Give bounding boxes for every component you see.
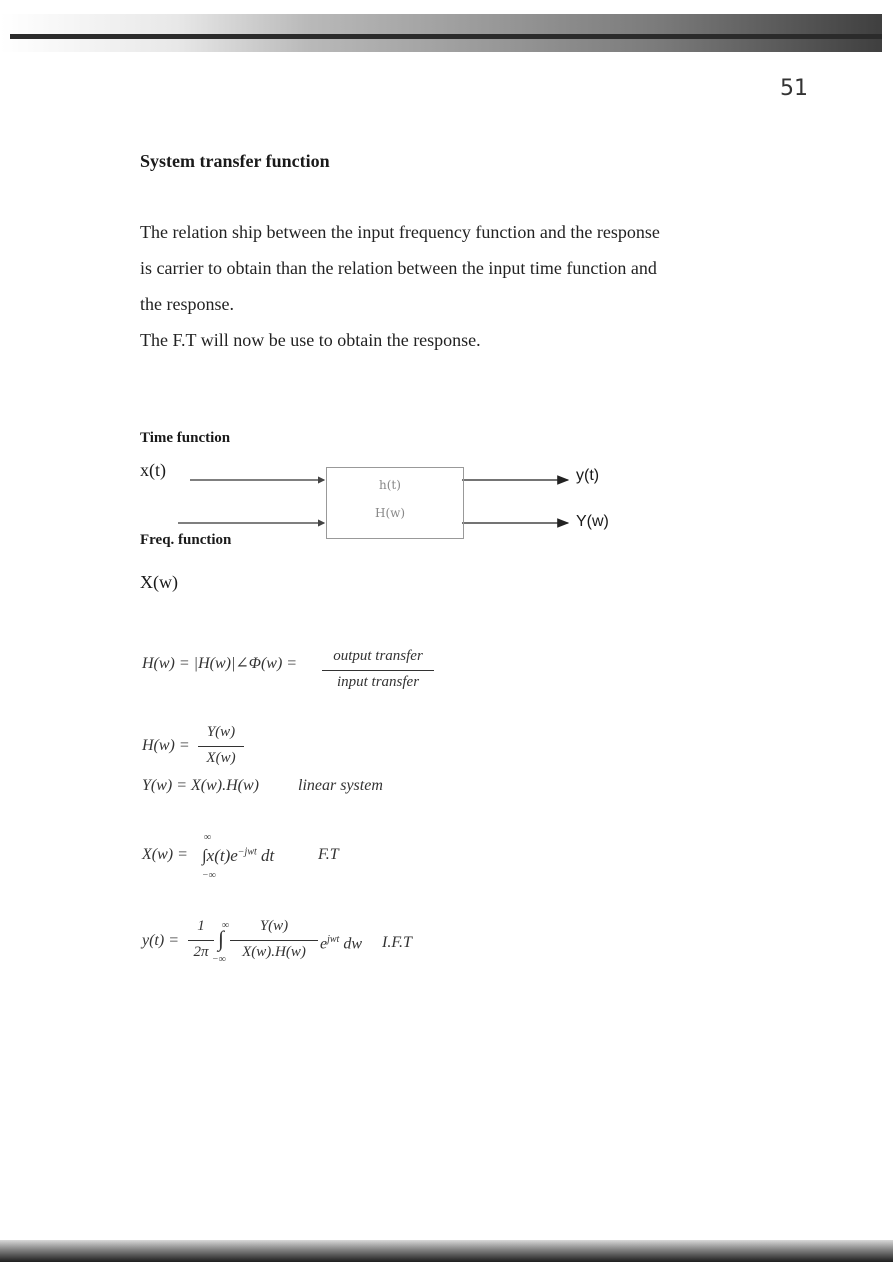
input-time-label: x(t) [140,460,166,480]
equation-4-integrand: ∫x(t)e [202,846,238,865]
equation-5-denominator: X(w).H(w) [242,944,306,960]
equation-4-note: F.T [318,846,339,863]
equation-1-denominator: input transfer [336,674,420,690]
input-freq-label: X(w) [140,572,178,592]
time-function-label: Time function [140,430,231,446]
system-block [326,467,464,539]
equation-2-numerator: Y(w) [206,724,236,740]
freq-function-label: Freq. function [140,532,232,548]
equation-5-note: I.F.T [382,934,412,951]
page-number: 51 [780,76,808,101]
header-rule [10,34,882,39]
equation-5-coef-numerator: 1 [197,918,205,934]
equation-2-left: H(w) = [142,737,190,754]
equation-2-denominator: X(w) [206,750,236,766]
equation-5-integral: ∫ [218,926,225,951]
equation-5-exponent: jwt [327,934,340,945]
equation-4-left: X(w) = [142,846,188,863]
equation-1-numerator: output transfer [333,648,423,664]
equation-4-differential: dt [261,846,275,865]
equation-2-fraction-bar [198,746,244,747]
scan-header-bar [0,14,882,52]
scan-footer-bar [0,1240,893,1262]
equation-5-coef-bar [188,940,214,941]
paragraph-line-4: The F.T will now be use to obtain the response. [140,330,481,350]
equation-3: Y(w) = X(w).H(w) [142,777,260,794]
equation-5-fraction-bar [230,940,318,941]
equation-1-left: H(w) = |H(w)|∠Φ(w) = [142,655,298,672]
equation-5-numerator: Y(w) [259,918,289,934]
block-time-label: h(t) [379,478,401,492]
equation-5-left: y(t) = [142,932,179,949]
paragraph-line-2: is carrier to obtain than the relation between the input time function and [140,258,657,278]
equation-5-differential: dw [343,935,363,953]
equation-4-upper-limit: ∞ [204,832,212,843]
equation-4-exponent: −jwt [237,846,257,858]
block-freq-label: H(w) [375,506,406,520]
output-freq-label: Y(w) [576,513,609,530]
equation-4-body [202,846,274,866]
equation-5-upper-limit: ∞ [222,920,230,931]
equation-1-fraction-bar [322,670,434,671]
equation-5-coef-denominator: 2π [193,944,209,960]
output-time-label: y(t) [576,467,600,484]
paragraph-line-1: The relation ship between the input frequency function and the response [140,222,660,242]
equation-4-lower-limit: −∞ [202,870,216,881]
equation-5-lower-limit: −∞ [212,954,226,965]
equation-5-exp-base: e [320,935,328,953]
paragraph-line-3: the response. [140,294,234,314]
section-title: System transfer function [140,151,330,171]
equation-5-tail [320,934,362,953]
equation-3-note: linear system [298,777,383,794]
